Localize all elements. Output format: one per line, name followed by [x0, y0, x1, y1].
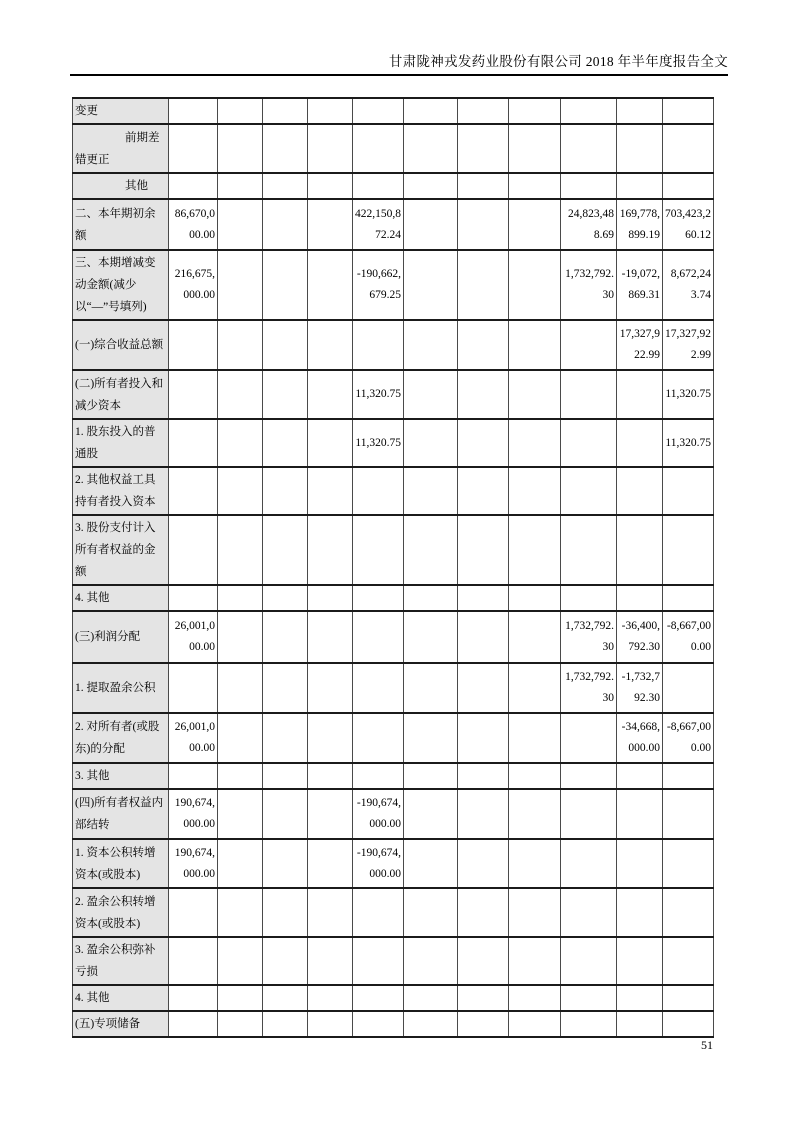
- value-cell: [263, 713, 308, 763]
- value-cell: [353, 985, 404, 1011]
- value-cell: [561, 173, 617, 199]
- header-rule: [70, 74, 728, 76]
- value-cell: [263, 250, 308, 320]
- table-row: [73, 585, 714, 611]
- value-cell: [263, 467, 308, 515]
- value-cell: [509, 888, 561, 937]
- value-cell: [458, 173, 509, 199]
- value-cell: 8,672,243.74: [663, 250, 714, 320]
- value-cell: [458, 515, 509, 585]
- value-cell: [404, 611, 458, 663]
- value-cell: [353, 98, 404, 124]
- value-cell: [169, 515, 218, 585]
- value-cell: 11,320.75: [663, 370, 714, 419]
- value-cell: [218, 199, 263, 250]
- value-cell: [458, 663, 509, 713]
- value-cell: [458, 1011, 509, 1037]
- value-cell: [509, 585, 561, 611]
- value-cell: -8,667,000.00: [663, 713, 714, 763]
- value-cell: [308, 199, 353, 250]
- value-cell: [561, 515, 617, 585]
- row-label-cell: 3. 股份支付计入所有者权益的金额: [73, 515, 169, 585]
- value-cell: [404, 585, 458, 611]
- value-cell: [404, 250, 458, 320]
- table-row: [73, 124, 714, 173]
- value-cell: [561, 124, 617, 173]
- value-cell: [404, 937, 458, 985]
- row-label-cell: 1. 提取盈余公积: [73, 663, 169, 713]
- value-cell: [263, 515, 308, 585]
- value-cell: 1,732,792.30: [561, 250, 617, 320]
- value-cell: [509, 985, 561, 1011]
- table-row: [73, 888, 714, 937]
- value-cell: 11,320.75: [353, 370, 404, 419]
- value-cell: 24,823,488.69: [561, 199, 617, 250]
- value-cell: [218, 763, 263, 789]
- value-cell: [509, 98, 561, 124]
- value-cell: 422,150,872.24: [353, 199, 404, 250]
- value-cell: [663, 937, 714, 985]
- value-cell: [458, 611, 509, 663]
- value-cell: [169, 419, 218, 467]
- value-cell: [353, 320, 404, 370]
- value-cell: [561, 370, 617, 419]
- row-label-cell: (五)专项储备: [73, 1011, 169, 1037]
- value-cell: 703,423,260.12: [663, 199, 714, 250]
- value-cell: [404, 888, 458, 937]
- value-cell: [509, 763, 561, 789]
- row-label-cell: 二、本年期初余额: [73, 199, 169, 250]
- equity-change-table: [72, 97, 714, 1038]
- value-cell: [169, 467, 218, 515]
- value-cell: [458, 370, 509, 419]
- value-cell: [263, 124, 308, 173]
- value-cell: [353, 888, 404, 937]
- value-cell: [308, 98, 353, 124]
- value-cell: [169, 888, 218, 937]
- value-cell: [561, 320, 617, 370]
- row-label-cell: 1. 资本公积转增资本(或股本): [73, 839, 169, 888]
- value-cell: [617, 585, 663, 611]
- value-cell: -190,674,000.00: [353, 839, 404, 888]
- value-cell: 11,320.75: [353, 419, 404, 467]
- value-cell: [617, 515, 663, 585]
- table-row: [73, 199, 714, 250]
- value-cell: [404, 419, 458, 467]
- value-cell: [561, 888, 617, 937]
- value-cell: [218, 888, 263, 937]
- value-cell: [308, 370, 353, 419]
- value-cell: [169, 585, 218, 611]
- table-row: [73, 370, 714, 419]
- value-cell: [218, 1011, 263, 1037]
- value-cell: [663, 1011, 714, 1037]
- value-cell: [663, 98, 714, 124]
- value-cell: [353, 173, 404, 199]
- value-cell: [663, 763, 714, 789]
- value-cell: [458, 250, 509, 320]
- value-cell: [663, 173, 714, 199]
- row-label-cell: 3. 其他: [73, 763, 169, 789]
- value-cell: [308, 611, 353, 663]
- value-cell: [617, 839, 663, 888]
- value-cell: [218, 585, 263, 611]
- value-cell: [561, 1011, 617, 1037]
- value-cell: -1,732,792.30: [617, 663, 663, 713]
- value-cell: [308, 888, 353, 937]
- row-label-cell: 三、本期增减变动金额(减少以“—”号填列): [73, 250, 169, 320]
- row-label-cell: 前期差错更正: [73, 124, 169, 173]
- value-cell: -19,072,869.31: [617, 250, 663, 320]
- value-cell: [218, 789, 263, 839]
- value-cell: -190,674,000.00: [353, 789, 404, 839]
- table-row: [73, 1011, 714, 1037]
- value-cell: [218, 173, 263, 199]
- value-cell: [169, 370, 218, 419]
- value-cell: [663, 515, 714, 585]
- value-cell: [169, 1011, 218, 1037]
- value-cell: [404, 1011, 458, 1037]
- value-cell: 190,674,000.00: [169, 839, 218, 888]
- row-label-cell: 2. 其他权益工具持有者投入资本: [73, 467, 169, 515]
- value-cell: [218, 124, 263, 173]
- value-cell: 17,327,92 2.99: [663, 320, 714, 370]
- value-cell: [263, 585, 308, 611]
- value-cell: [353, 585, 404, 611]
- row-label-cell: (四)所有者权益内部结转: [73, 789, 169, 839]
- value-cell: [509, 320, 561, 370]
- value-cell: [509, 419, 561, 467]
- value-cell: [218, 839, 263, 888]
- value-cell: [404, 124, 458, 173]
- value-cell: [404, 467, 458, 515]
- value-cell: [308, 663, 353, 713]
- value-cell: -190,662,679.25: [353, 250, 404, 320]
- row-label-cell: 其他: [73, 173, 169, 199]
- value-cell: [561, 585, 617, 611]
- value-cell: 17,327,922.99: [617, 320, 663, 370]
- value-cell: [458, 937, 509, 985]
- value-cell: [308, 419, 353, 467]
- value-cell: [509, 199, 561, 250]
- value-cell: [263, 763, 308, 789]
- value-cell: [663, 985, 714, 1011]
- row-label-cell: 2. 盈余公积转增资本(或股本): [73, 888, 169, 937]
- value-cell: [218, 515, 263, 585]
- value-cell: [509, 789, 561, 839]
- value-cell: [509, 713, 561, 763]
- page-number: 51: [701, 1038, 713, 1052]
- value-cell: [263, 98, 308, 124]
- value-cell: [663, 124, 714, 173]
- value-cell: [404, 515, 458, 585]
- value-cell: [263, 985, 308, 1011]
- value-cell: [561, 763, 617, 789]
- value-cell: [169, 985, 218, 1011]
- row-label-cell: (二)所有者投入和减少资本: [73, 370, 169, 419]
- value-cell: [663, 663, 714, 713]
- value-cell: [404, 789, 458, 839]
- table-row: [73, 937, 714, 985]
- row-label-cell: 2. 对所有者(或股东)的分配: [73, 713, 169, 763]
- value-cell: [263, 937, 308, 985]
- value-cell: [353, 467, 404, 515]
- value-cell: [353, 763, 404, 789]
- value-cell: [458, 888, 509, 937]
- value-cell: [263, 419, 308, 467]
- value-cell: [353, 124, 404, 173]
- value-cell: [308, 250, 353, 320]
- row-label-cell: 4. 其他: [73, 985, 169, 1011]
- value-cell: [509, 173, 561, 199]
- value-cell: [509, 937, 561, 985]
- value-cell: [509, 1011, 561, 1037]
- value-cell: [561, 98, 617, 124]
- value-cell: [561, 985, 617, 1011]
- value-cell: [617, 370, 663, 419]
- value-cell: [263, 888, 308, 937]
- value-cell: [458, 789, 509, 839]
- value-cell: [458, 985, 509, 1011]
- value-cell: [458, 419, 509, 467]
- value-cell: [561, 419, 617, 467]
- value-cell: [169, 98, 218, 124]
- row-label-cell: 变更: [73, 98, 169, 124]
- value-cell: [263, 839, 308, 888]
- value-cell: [458, 713, 509, 763]
- table-row: [73, 98, 714, 124]
- value-cell: [353, 611, 404, 663]
- value-cell: [617, 124, 663, 173]
- value-cell: [218, 370, 263, 419]
- value-cell: [263, 199, 308, 250]
- value-cell: [169, 663, 218, 713]
- value-cell: [404, 985, 458, 1011]
- value-cell: [404, 370, 458, 419]
- row-label-cell: 1. 股东投入的普通股: [73, 419, 169, 467]
- value-cell: [353, 713, 404, 763]
- value-cell: [218, 937, 263, 985]
- value-cell: [404, 663, 458, 713]
- value-cell: [509, 467, 561, 515]
- value-cell: [218, 419, 263, 467]
- value-cell: [617, 98, 663, 124]
- table-body: [73, 98, 714, 1037]
- value-cell: [263, 370, 308, 419]
- value-cell: [169, 124, 218, 173]
- value-cell: [308, 467, 353, 515]
- table-row: [73, 713, 714, 763]
- value-cell: -8,667,000.00: [663, 611, 714, 663]
- value-cell: [218, 467, 263, 515]
- value-cell: [308, 763, 353, 789]
- value-cell: [458, 839, 509, 888]
- value-cell: [404, 713, 458, 763]
- value-cell: [308, 515, 353, 585]
- value-cell: [404, 839, 458, 888]
- value-cell: [169, 173, 218, 199]
- table-row: [73, 320, 714, 370]
- value-cell: [404, 199, 458, 250]
- value-cell: [509, 611, 561, 663]
- table-row: [73, 173, 714, 199]
- value-cell: [308, 937, 353, 985]
- value-cell: [663, 585, 714, 611]
- value-cell: [561, 937, 617, 985]
- value-cell: [509, 124, 561, 173]
- value-cell: [308, 585, 353, 611]
- value-cell: 169,778,899.19: [617, 199, 663, 250]
- value-cell: [509, 515, 561, 585]
- value-cell: 26,001,000.00: [169, 611, 218, 663]
- row-label-cell: (三)利润分配: [73, 611, 169, 663]
- value-cell: [617, 173, 663, 199]
- report-header-title: 甘肃陇神戎发药业股份有限公司 2018 年半年度报告全文: [388, 54, 728, 69]
- value-cell: 11,320.75: [663, 419, 714, 467]
- value-cell: [308, 713, 353, 763]
- value-cell: [509, 839, 561, 888]
- table-row: [73, 419, 714, 467]
- value-cell: [263, 320, 308, 370]
- value-cell: [663, 467, 714, 515]
- value-cell: [509, 663, 561, 713]
- value-cell: [561, 839, 617, 888]
- table-row: [73, 789, 714, 839]
- value-cell: [561, 789, 617, 839]
- value-cell: [561, 467, 617, 515]
- value-cell: [263, 789, 308, 839]
- value-cell: -34,668,000.00: [617, 713, 663, 763]
- value-cell: [509, 250, 561, 320]
- value-cell: [561, 713, 617, 763]
- value-cell: [308, 985, 353, 1011]
- value-cell: [663, 839, 714, 888]
- value-cell: [308, 839, 353, 888]
- table-row: [73, 467, 714, 515]
- table-row: [73, 763, 714, 789]
- value-cell: [308, 1011, 353, 1037]
- value-cell: [617, 419, 663, 467]
- value-cell: [353, 937, 404, 985]
- value-cell: [169, 937, 218, 985]
- table-row: [73, 611, 714, 663]
- value-cell: [308, 320, 353, 370]
- row-label-cell: (一)综合收益总额: [73, 320, 169, 370]
- value-cell: [263, 173, 308, 199]
- value-cell: [617, 937, 663, 985]
- value-cell: 1,732,792.30: [561, 611, 617, 663]
- value-cell: 190,674,000.00: [169, 789, 218, 839]
- value-cell: [169, 763, 218, 789]
- table-row: [73, 515, 714, 585]
- value-cell: [663, 789, 714, 839]
- row-label-cell: 4. 其他: [73, 585, 169, 611]
- value-cell: [458, 320, 509, 370]
- value-cell: [169, 320, 218, 370]
- value-cell: [458, 467, 509, 515]
- value-cell: [218, 250, 263, 320]
- value-cell: 26,001,000.00: [169, 713, 218, 763]
- value-cell: [218, 98, 263, 124]
- value-cell: [617, 789, 663, 839]
- value-cell: [353, 515, 404, 585]
- value-cell: [218, 663, 263, 713]
- value-cell: [404, 98, 458, 124]
- table-row: [73, 250, 714, 320]
- value-cell: [617, 1011, 663, 1037]
- value-cell: [404, 763, 458, 789]
- value-cell: [617, 888, 663, 937]
- value-cell: [263, 663, 308, 713]
- value-cell: [218, 611, 263, 663]
- value-cell: [404, 320, 458, 370]
- value-cell: [308, 173, 353, 199]
- value-cell: 86,670,000.00: [169, 199, 218, 250]
- value-cell: -36,400,792.30: [617, 611, 663, 663]
- value-cell: [458, 585, 509, 611]
- value-cell: [663, 888, 714, 937]
- value-cell: [617, 467, 663, 515]
- value-cell: [458, 98, 509, 124]
- value-cell: [458, 124, 509, 173]
- value-cell: [308, 789, 353, 839]
- value-cell: 216,675,000.00: [169, 250, 218, 320]
- table-row: [73, 985, 714, 1011]
- value-cell: [353, 663, 404, 713]
- table-row: [73, 663, 714, 713]
- value-cell: [617, 985, 663, 1011]
- table-row: [73, 839, 714, 888]
- value-cell: [263, 611, 308, 663]
- value-cell: [458, 199, 509, 250]
- value-cell: [218, 320, 263, 370]
- value-cell: [617, 763, 663, 789]
- value-cell: [263, 1011, 308, 1037]
- value-cell: [509, 370, 561, 419]
- value-cell: [404, 173, 458, 199]
- value-cell: 1,732,792.30: [561, 663, 617, 713]
- value-cell: [308, 124, 353, 173]
- value-cell: [218, 713, 263, 763]
- row-label-cell: 3. 盈余公积弥补亏损: [73, 937, 169, 985]
- value-cell: [458, 763, 509, 789]
- value-cell: [353, 1011, 404, 1037]
- value-cell: [218, 985, 263, 1011]
